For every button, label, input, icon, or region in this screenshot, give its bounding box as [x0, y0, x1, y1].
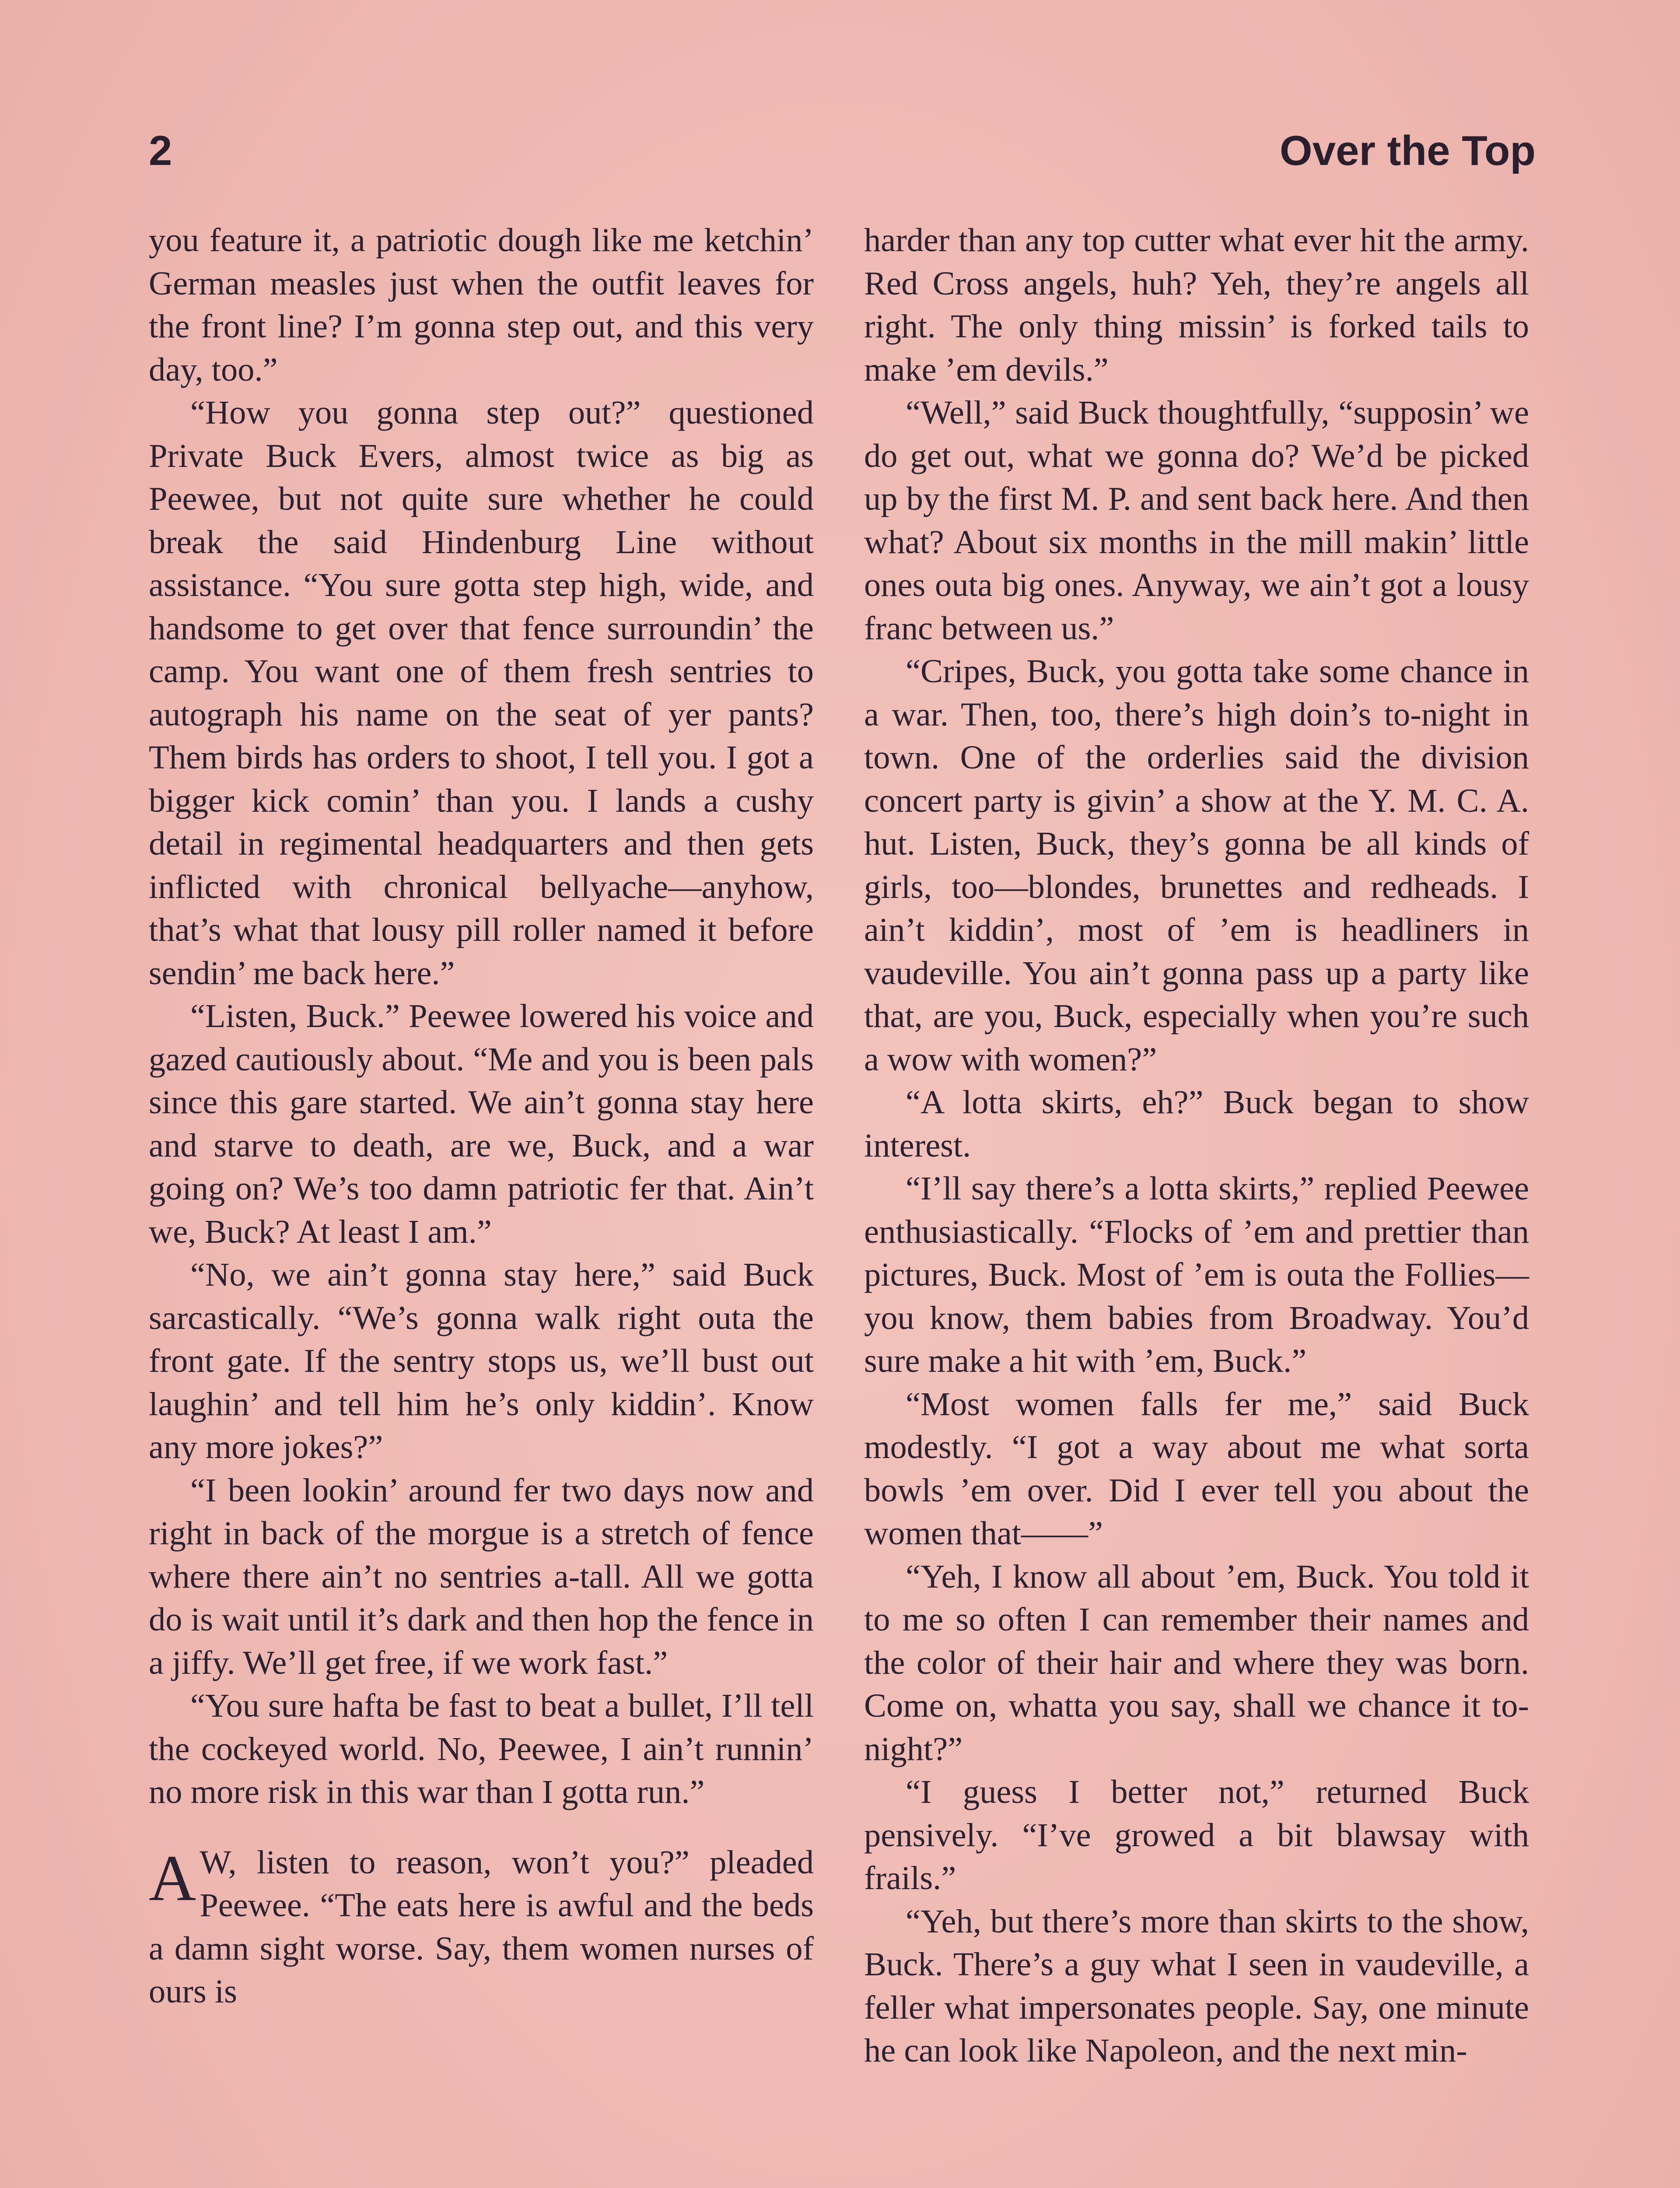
running-title: Over the Top — [1280, 127, 1536, 174]
paragraph: “Yeh, but there’s more than skirts to the show, Buck. There’s a guy what I seen in vaudeville, a feller what impersonates people. Say, one minute he can look like Napoleon, and the next min- — [864, 1902, 1529, 2069]
paragraph: “Cripes, Buck, you gotta take some chance in a war. Then, too, there’s high doin’s to-night in town. One of the orderlies said the division concert party is givin’ a show at the Y. M. C. A. hut. Listen, Buck, they’s gonna be all kinds of girls, too—blondes, brunettes and redheads. I ain’t kiddin’, most of ’em is headliners in vaudeville. You ain’t gonna pass up a party like that, are you, Buck, especially when you’re such a wow with women?” — [864, 652, 1529, 1078]
section-text: W, listen to reason, won’t you?” pleaded Peewee. “The eats here is awful and the beds a damn sight worse. Say, them women nurses of ours is — [149, 1843, 814, 2010]
paragraph: “Listen, Buck.” Peewee lowered his voice and gazed cautiously about. “Me and you is been pals since this gare started. We ain’t gonna stay here and starve to death, are we, Buck, and a war going on? We’s too damn patriotic fer that. Ain’t we, Buck? At least I am.” — [149, 997, 814, 1250]
section-paragraph — [149, 1841, 814, 2013]
paragraph: you feature it, a patriotic dough like me ketchin’ German measles just when the outfit leaves for the front line? I’m gonna step out, and this very day, too.” — [149, 221, 814, 388]
paragraph: “No, we ain’t gonna stay here,” said Buck sarcastically. “We’s gonna walk right outa the front gate. If the sentry stops us, we’ll bust out laughin’ and tell him he’s only kiddin’. Know any more jokes?” — [149, 1256, 814, 1466]
paragraph: “You sure hafta be fast to beat a bullet, I’ll tell the cockeyed world. No, Peewee, I ain’t runnin’ no more risk in this war than I gotta run.” — [149, 1687, 814, 1810]
right-column — [864, 219, 1529, 2072]
paragraph: harder than any top cutter what ever hit the army. Red Cross angels, huh? Yeh, they’re angels all right. The only thing missin’ is forked tails to make ’em devils.” — [864, 221, 1529, 388]
paragraph: “Most women falls fer me,” said Buck modestly. “I got a way about me what sorta bowls ’em over. Did I ever tell you about the women that——” — [864, 1385, 1529, 1552]
paragraph: “A lotta skirts, eh?” Buck began to show interest. — [864, 1083, 1529, 1164]
paragraph: “I been lookin’ around fer two days now and right in back of the morgue is a stretch of fence where there ain’t no sentries a-tall. All we gotta do is wait until it’s dark and then hop the fence in a jiffy. We’ll get free, if we work fast.” — [149, 1471, 814, 1681]
paragraph: “Well,” said Buck thoughtfully, “supposin’ we do get out, what we gonna do? We’d be picked up by the first M. P. and sent back here. And then what? About six months in the mill makin’ little ones outa big ones. Anyway, we ain’t got a lousy franc between us.” — [864, 394, 1529, 647]
left-column — [149, 219, 814, 2013]
paragraph: “How you gonna step out?” questioned Private Buck Evers, almost twice as big as Peewee, but not quite sure whether he could break the said Hindenburg Line without assistance. “You sure gotta step high, wide, and handsome to get over that fence surroundin’ the camp. You want one of them fresh sentries to autograph his name on the seat of yer pants? Them birds has orders to shoot, I tell you. I got a bigger kick comin’ than you. I lands a cushy detail in regimental headquarters and then gets inflicted with chronical bellyache—anyhow, that’s what that lousy pill roller named it before sendin’ me back here.” — [149, 394, 814, 992]
page-number: 2 — [149, 127, 172, 174]
paragraph: “I guess I better not,” returned Buck pensively. “I’ve growed a bit blawsay with frails.” — [864, 1773, 1529, 1897]
paragraph: “I’ll say there’s a lotta skirts,” replied Peewee enthusiastically. “Flocks of ’em and prettier than pictures, Buck. Most of ’em is outa the Follies—you know, them babies from Broadway. You’d sure make a hit with ’em, Buck.” — [864, 1170, 1529, 1379]
page-header — [149, 127, 1536, 193]
drop-cap: A — [149, 1841, 196, 1914]
paragraph: “Yeh, I know all about ’em, Buck. You told it to me so often I can remember their names and the color of their hair and where they was born. Come on, whatta you say, shall we chance it to-night?” — [864, 1557, 1529, 1767]
